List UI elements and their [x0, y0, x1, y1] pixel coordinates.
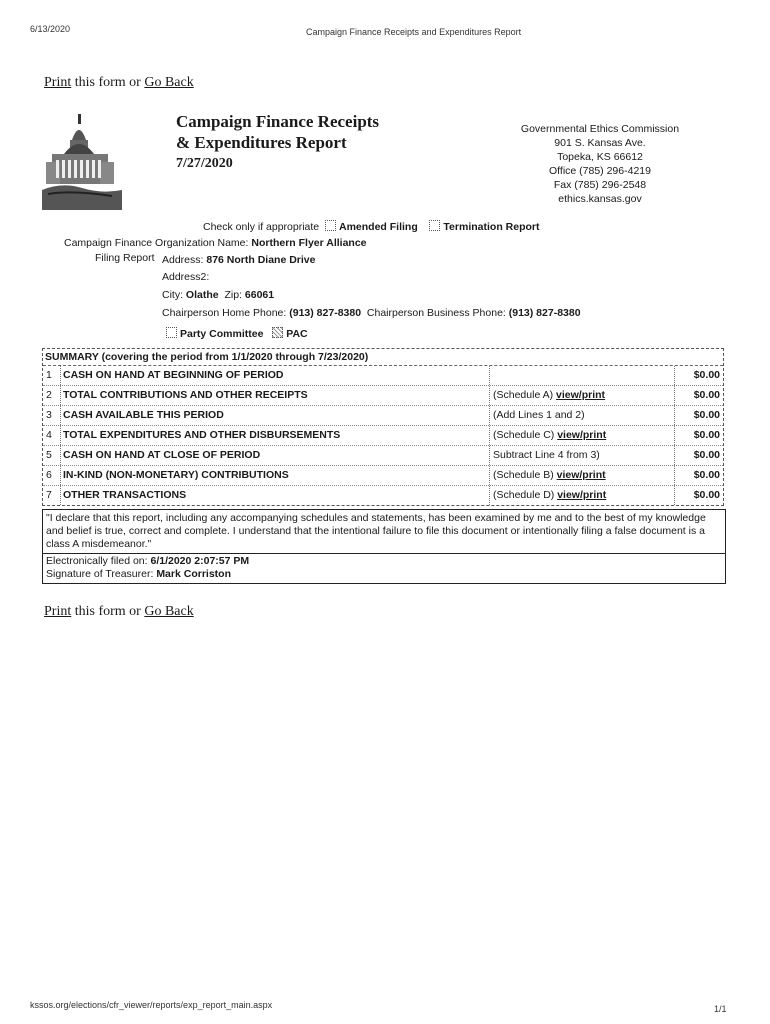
- line-amount: $0.00: [693, 369, 720, 381]
- filed-label: Electronically filed on:: [46, 555, 148, 567]
- nav-separator-text: this form or: [71, 75, 145, 90]
- line-number: 6: [46, 466, 61, 485]
- agency-website: ethics.kansas.gov: [558, 193, 642, 205]
- capitol-seal-logo: [42, 112, 122, 210]
- agency-city: Topeka, KS 66612: [557, 151, 643, 163]
- line-amount: $0.00: [693, 389, 720, 401]
- top-nav: [44, 75, 194, 91]
- signature-label: Signature of Treasurer:: [46, 568, 154, 580]
- home-phone: (913) 827-8380: [289, 307, 362, 319]
- line-amount: $0.00: [693, 409, 720, 421]
- schedule-reference: [489, 406, 675, 425]
- pac-label: PAC: [286, 328, 308, 340]
- schedule-text: (Schedule B): [493, 469, 554, 481]
- agency-office-phone: Office (785) 296-4219: [549, 165, 651, 177]
- view-print-link[interactable]: view/print: [556, 389, 606, 401]
- org-zip: 66061: [244, 289, 275, 301]
- line-amount: $0.00: [693, 429, 720, 441]
- summary-row: [43, 386, 723, 406]
- party-committee-label: Party Committee: [180, 328, 264, 340]
- summary-row: [43, 406, 723, 426]
- line-label: IN-KIND (NON-MONETARY) CONTRIBUTIONS: [63, 469, 289, 481]
- summary-row: [43, 466, 723, 486]
- print-link[interactable]: Print: [44, 75, 72, 90]
- print-date: 6/13/2020: [30, 24, 71, 34]
- line-number: 4: [46, 426, 61, 445]
- filing-report-label: Filing Report: [95, 252, 155, 264]
- print-title: Campaign Finance Receipts and Expenditures Report: [306, 27, 522, 37]
- schedule-reference: [489, 466, 675, 485]
- line-label: CASH ON HAND AT BEGINNING OF PERIOD: [63, 369, 284, 381]
- summary-rows: [43, 366, 723, 505]
- business-phone-label: Chairperson Business Phone:: [366, 307, 506, 319]
- go-back-link[interactable]: Go Back: [144, 75, 194, 90]
- line-amount: $0.00: [693, 449, 720, 461]
- party-committee-checkbox[interactable]: [166, 327, 177, 338]
- line-label: TOTAL EXPENDITURES AND OTHER DISBURSEMENTS: [63, 429, 341, 441]
- line-number: 7: [46, 486, 61, 505]
- org-name-label: Campaign Finance Organization Name:: [64, 237, 249, 249]
- line-label: CASH AVAILABLE THIS PERIOD: [63, 409, 224, 421]
- line-number: 5: [46, 446, 61, 465]
- schedule-reference: [489, 446, 675, 465]
- line-number: 1: [46, 366, 61, 385]
- org-address: 876 North Diane Drive: [206, 254, 316, 266]
- termination-label: Termination Report: [443, 221, 540, 233]
- pac-checkbox[interactable]: [272, 327, 283, 338]
- schedule-reference: [489, 486, 675, 505]
- org-address2-label: Address2:: [162, 271, 210, 283]
- report-title-line1: Campaign Finance Receipts: [176, 112, 380, 131]
- schedule-text: (Schedule D): [493, 489, 555, 501]
- zip-label: Zip:: [224, 289, 242, 301]
- org-name: Northern Flyer Alliance: [251, 237, 367, 249]
- amended-checkbox[interactable]: [325, 220, 336, 231]
- line-label: TOTAL CONTRIBUTIONS AND OTHER RECEIPTS: [63, 389, 308, 401]
- filed-datetime: 6/1/2020 2:07:57 PM: [150, 555, 250, 567]
- report-date: 7/27/2020: [176, 156, 233, 171]
- business-phone: (913) 827-8380: [508, 307, 581, 319]
- line-amount: $0.00: [693, 469, 720, 481]
- summary-row: [43, 486, 723, 505]
- summary-row: [43, 426, 723, 446]
- city-label: City:: [162, 289, 183, 301]
- line-amount: $0.00: [693, 489, 720, 501]
- line-number: 3: [46, 406, 61, 425]
- declaration-box: "I declare that this report, including any accompanying schedules and statements, has been examined by me and to the best of my knowledge and belief is true, correct and complete. I understand that the intentional failure to file this document or intentionally filing a false document is a class A misdemeanor.": [42, 509, 726, 554]
- line-number: 2: [46, 386, 61, 405]
- filing-info-box: [42, 553, 726, 584]
- filing-type-checks: [203, 220, 539, 233]
- print-link-bottom[interactable]: Print: [44, 604, 72, 619]
- signature-line: [46, 568, 722, 581]
- agency-name: Governmental Ethics Commission: [520, 123, 680, 135]
- org-city-line: [162, 289, 274, 301]
- go-back-link-bottom[interactable]: Go Back: [144, 604, 194, 619]
- org-city: Olathe: [185, 289, 219, 301]
- treasurer-signature: Mark Corriston: [156, 568, 231, 580]
- nav-separator-text-bottom: this form or: [71, 604, 145, 619]
- agency-contact: [510, 122, 690, 206]
- org-phones-line: [162, 307, 581, 319]
- org-name-line: [64, 237, 367, 249]
- address-label: Address:: [162, 254, 204, 266]
- amended-label: Amended Filing: [339, 221, 418, 233]
- schedule-text: (Schedule A): [493, 389, 554, 401]
- schedule-reference: [489, 426, 675, 445]
- bottom-nav: [44, 604, 194, 620]
- view-print-link[interactable]: view/print: [556, 469, 606, 481]
- home-phone-label: Chairperson Home Phone:: [162, 307, 287, 319]
- view-print-link[interactable]: view/print: [557, 489, 607, 501]
- summary-table: [42, 348, 724, 506]
- termination-checkbox[interactable]: [429, 220, 440, 231]
- summary-header: SUMMARY (covering the period from 1/1/2020 through 7/23/2020): [43, 349, 723, 366]
- report-title-line2: & Expenditures Report: [176, 133, 347, 152]
- check-label: Check only if appropriate: [203, 221, 320, 233]
- schedule-reference: [489, 366, 675, 385]
- agency-fax: Fax (785) 296-2548: [553, 179, 647, 191]
- schedule-text: Subtract Line 4 from 3): [493, 449, 600, 461]
- summary-row: [43, 446, 723, 466]
- committee-type-line: [166, 327, 308, 340]
- summary-row: [43, 366, 723, 386]
- schedule-reference: [489, 386, 675, 405]
- line-label: CASH ON HAND AT CLOSE OF PERIOD: [63, 449, 261, 461]
- print-footer-url: kssos.org/elections/cfr_viewer/reports/exp_report_main.aspx: [30, 1000, 273, 1010]
- org-address-line: [162, 254, 315, 266]
- print-footer-page: 1/1: [714, 1004, 727, 1014]
- line-label: OTHER TRANSACTIONS: [63, 489, 187, 501]
- agency-address: 901 S. Kansas Ave.: [554, 137, 646, 149]
- view-print-link[interactable]: view/print: [557, 429, 607, 441]
- schedule-text: (Add Lines 1 and 2): [493, 409, 585, 421]
- filed-line: [46, 555, 722, 568]
- schedule-text: (Schedule C): [493, 429, 555, 441]
- report-title-block: [176, 111, 379, 174]
